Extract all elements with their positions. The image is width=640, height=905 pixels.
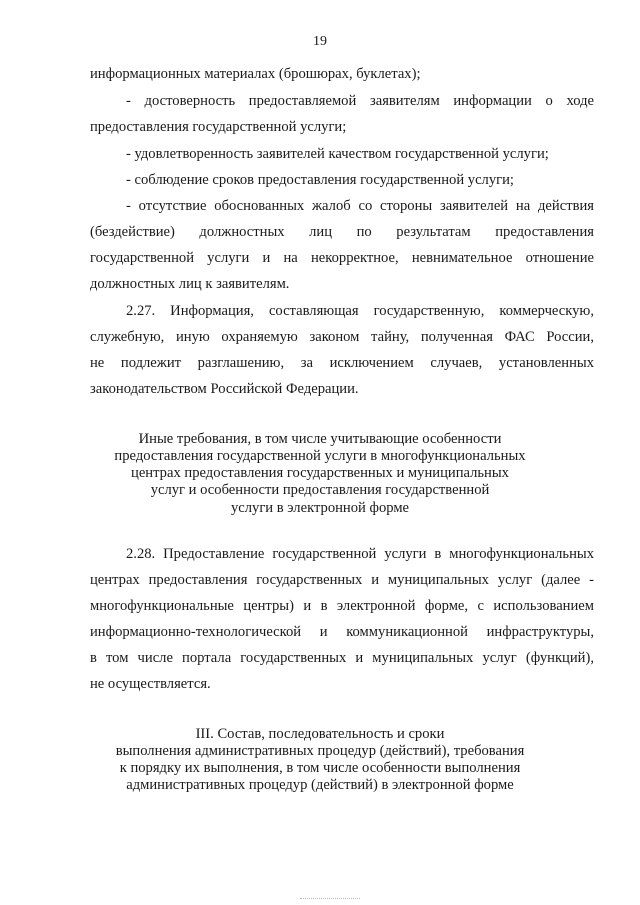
section-heading-line: услуг и особенности предоставления государственной: [150, 482, 490, 498]
paragraph-2-28-line: не осуществляется.: [90, 676, 211, 692]
body-line: - достоверность предоставляемой заявителям информации о ходе: [126, 93, 594, 109]
paragraph-2-28-line: информационно-технологической и коммуникационной инфраструктуры,: [90, 624, 594, 640]
section-heading-line: Иные требования, в том числе учитывающие особенности: [138, 431, 502, 447]
body-line: - удовлетворенность заявителей качеством государственной услуги;: [126, 146, 549, 162]
section-heading-line: услуги в электронной форме: [230, 500, 410, 516]
page-number: 19: [313, 34, 327, 49]
scan-artifact: [300, 898, 360, 901]
body-line: должностных лиц к заявителям.: [90, 276, 290, 292]
chapter-heading-line: административных процедур (действий) в электронной форме: [126, 777, 514, 793]
paragraph-2-28-line: 2.28. Предоставление государственной услуги в многофункциональных: [126, 546, 594, 562]
paragraph-2-28-line: центрах предоставления государственных и муниципальных услуг (далее -: [90, 572, 594, 588]
section-heading-line: предоставления государственной услуги в многофункциональных: [114, 448, 526, 464]
body-line: (бездействие) должностных лиц по результатам предоставления: [90, 224, 594, 240]
chapter-heading-line: выполнения административных процедур (действий), требования: [115, 743, 525, 759]
chapter-heading-line: III. Состав, последовательность и сроки: [195, 726, 445, 742]
body-line: предоставления государственной услуги;: [90, 119, 347, 135]
body-line: государственной услуги и на некорректное, невнимательное отношение: [90, 250, 594, 266]
paragraph-2-27-line: не подлежит разглашению, за исключением случаев, установленных: [90, 355, 594, 371]
paragraph-2-27-line: 2.27. Информация, составляющая государственную, коммерческую,: [126, 303, 594, 319]
section-heading-line: центрах предоставления государственных и муниципальных: [131, 465, 509, 481]
chapter-heading-line: к порядку их выполнения, в том числе особенности выполнения: [119, 760, 521, 776]
paragraph-2-27-line: служебную, иную охраняемую законом тайну, полученная ФАС России,: [90, 329, 594, 345]
paragraph-2-28-line: в том числе портала государственных и муниципальных услуг (функций),: [90, 650, 594, 666]
paragraph-2-27-line: законодательством Российской Федерации.: [90, 381, 359, 397]
body-line: - соблюдение сроков предоставления государственной услуги;: [126, 172, 514, 188]
paragraph-2-28-line: многофункциональные центры) и в электронной форме, с использованием: [90, 598, 594, 614]
body-line: - отсутствие обоснованных жалоб со стороны заявителей на действия: [126, 198, 594, 214]
body-line: информационных материалах (брошюрах, буклетах);: [90, 66, 421, 82]
